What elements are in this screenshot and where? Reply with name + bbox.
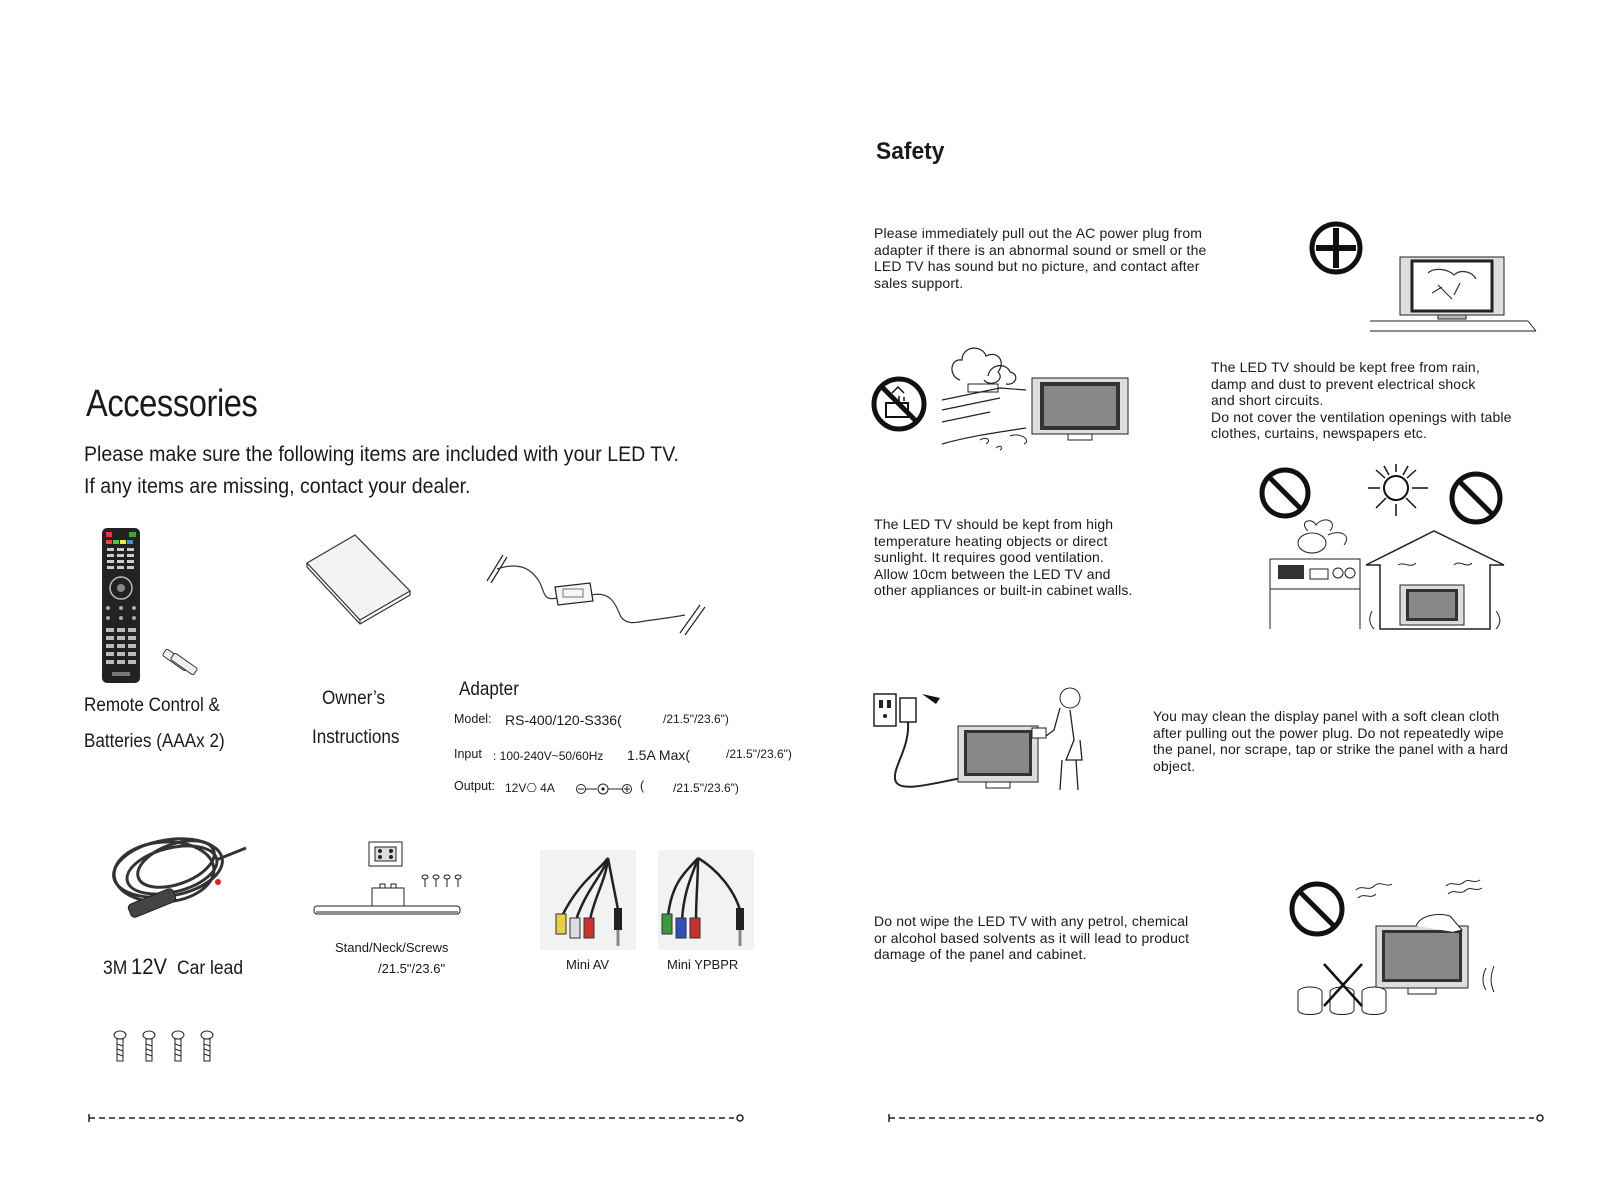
safety-p5-line: Do not wipe the LED TV with any petrol, chemical (874, 913, 1189, 929)
safety-p3-line: Allow 10cm between the LED TV and (874, 565, 1111, 582)
safety-p1-line: adapter if there is an abnormal sound or smell or the (874, 241, 1207, 258)
owners-caption-line-1: Owner’s (322, 688, 386, 709)
mini-ypbpr-cable-icon (658, 850, 754, 950)
safety-p3-line: The LED TV should be kept from high (874, 516, 1114, 532)
adapter-output-paren: ( (640, 779, 645, 793)
car-lead-label-suffix: Car lead (177, 958, 244, 979)
mini-av-cable-icon (540, 850, 636, 950)
remote-caption-line-2: Batteries (AAAx 2) (84, 731, 225, 752)
safety-p2-line: damp and dust to prevent electrical shock (1211, 375, 1476, 392)
safety-p3-line: other appliances or built-in cabinet walls. (874, 582, 1133, 599)
adapter-output-size: /21.5"/23.6") (673, 781, 739, 795)
car-lead-cable-icon (106, 826, 251, 926)
polarity-symbol-icon (575, 783, 635, 795)
steam-table-tv-icon (940, 340, 1130, 455)
safety-p4-line: object. (1153, 757, 1196, 774)
plus-circle-icon (1308, 220, 1364, 276)
car-lead-label-prefix: 3M (103, 958, 128, 979)
adapter-output-value: 12V⎔ 4A (505, 781, 555, 795)
safety-heading: Safety (876, 138, 945, 165)
stove-house-tv-icon (1268, 515, 1508, 635)
safety-paragraph-heat-ventilation (874, 516, 1133, 599)
sun-icon (1358, 462, 1434, 518)
safety-p4-line: the panel, nor scrape, tap or strike the panel with a hard (1153, 741, 1509, 758)
safety-p5-line: or alcohol based solvents as it will lead to product (874, 929, 1190, 946)
owners-caption-line-2: Instructions (312, 727, 400, 748)
safety-p3-line: sunlight. It requires good ventilation. (874, 549, 1104, 566)
safety-p1-line: sales support. (874, 274, 964, 291)
mini-av-label: Mini AV (566, 957, 610, 972)
tv-smoke-icon (1368, 255, 1538, 335)
stand-neck-screws-icon (312, 840, 482, 925)
remote-caption-line-1: Remote Control & (84, 695, 220, 716)
safety-p2-line: The LED TV should be kept free from rain, (1211, 359, 1480, 375)
adapter-model-size: /21.5"/23.6") (663, 712, 729, 726)
safety-p4-line: after pulling out the power plug. Do not repeatedly wipe (1153, 724, 1504, 741)
safety-paragraph-solvents (874, 913, 1189, 963)
car-lead-label-voltage: 12V (131, 954, 168, 979)
no-water-icon (870, 375, 928, 433)
left-footer-rule (88, 1111, 748, 1125)
stand-caption-line-2: /21.5"/23.6" (378, 961, 446, 976)
safety-p3-line: temperature heating objects or direct (874, 532, 1108, 549)
adapter-model-value: RS-400/120-S336( (505, 712, 622, 728)
screws-icon (110, 1030, 220, 1065)
adapter-cable-icon (485, 553, 715, 638)
adapter-input-label: Input (454, 747, 482, 761)
safety-p2-line: and short circuits. (1211, 392, 1324, 409)
manual-booklet-icon (305, 533, 415, 623)
safety-p1-line: LED TV has sound but no picture, and contact after (874, 258, 1200, 275)
safety-p4-line: You may clean the display panel with a soft clean cloth (1153, 708, 1500, 724)
right-footer-rule (888, 1111, 1548, 1125)
battery-icon (160, 652, 205, 682)
adapter-title: Adapter (459, 679, 519, 700)
safety-p1-line: Please immediately pull out the AC power plug from (874, 225, 1203, 241)
accessories-intro-line-2: If any items are missing, contact your dealer. (84, 475, 471, 498)
adapter-output-label: Output: (454, 779, 495, 793)
adapter-input-size: /21.5"/23.6") (726, 747, 792, 761)
safety-paragraph-power-plug (874, 225, 1206, 291)
solvent-cans-tv-icon (1296, 880, 1501, 1020)
safety-p5-line: damage of the panel and cabinet. (874, 946, 1087, 963)
safety-p2-line: clothes, curtains, newspapers etc. (1211, 425, 1427, 442)
adapter-input-current: 1.5A Max( (627, 747, 691, 763)
adapter-input-value: : 100-240V~50/60Hz (493, 749, 604, 763)
accessories-intro-line-1: Please make sure the following items are included with your LED TV. (84, 443, 679, 466)
safety-paragraph-rain-dust (1211, 359, 1512, 442)
safety-paragraph-cleaning (1153, 708, 1508, 774)
adapter-model-label: Model: (454, 712, 492, 726)
stand-caption-line-1: Stand/Neck/Screws (335, 940, 449, 955)
safety-p2-line: Do not cover the ventilation openings with table (1211, 408, 1512, 425)
accessories-heading: Accessories (86, 383, 258, 425)
no-heat-icon (1258, 466, 1312, 520)
unplug-clean-icon (870, 680, 1110, 805)
mini-ypbpr-label: Mini YPBPR (667, 957, 739, 972)
